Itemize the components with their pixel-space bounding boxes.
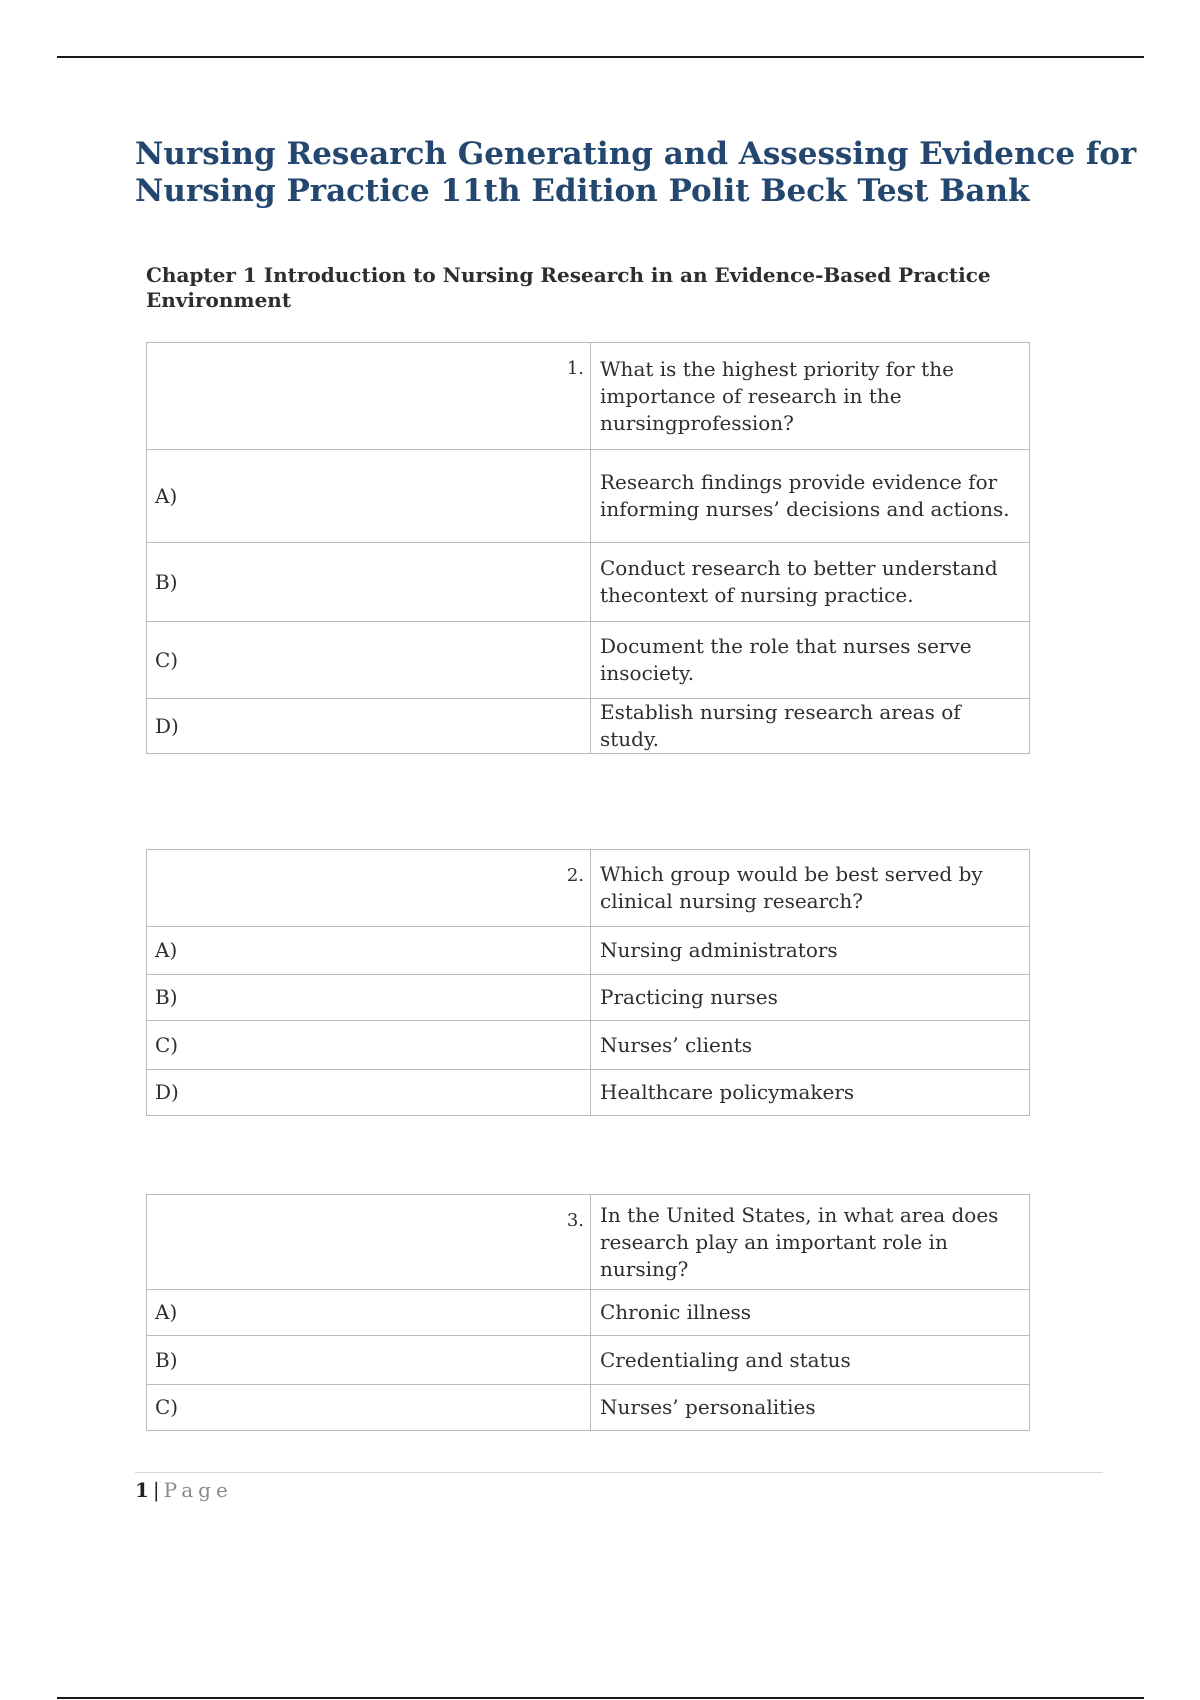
- option-label: B): [147, 1336, 591, 1385]
- bottom-rule: [57, 1697, 1144, 1699]
- question-number: 2.: [147, 850, 591, 927]
- option-label: D): [147, 699, 591, 754]
- option-label: A): [147, 927, 591, 975]
- question-row: [147, 1195, 1030, 1290]
- question-number: 3.: [147, 1195, 591, 1290]
- option-text: Chronic illness: [591, 1290, 1030, 1336]
- option-text: Nursing administrators: [591, 927, 1030, 975]
- question-text: Which group would be best served by clinical nursing research?: [591, 850, 1030, 927]
- page-label: Page: [163, 1478, 233, 1502]
- option-row: [147, 975, 1030, 1021]
- option-row: [147, 450, 1030, 543]
- question-row: [147, 850, 1030, 927]
- option-label: B): [147, 975, 591, 1021]
- option-text: Research findings provide evidence for informing nurses’ decisions and actions.: [591, 450, 1030, 543]
- option-row: [147, 1290, 1030, 1336]
- question-table-2: [146, 849, 1030, 1116]
- option-text: Nurses’ personalities: [591, 1385, 1030, 1431]
- option-text: Establish nursing research areas of study.: [591, 699, 1030, 754]
- option-text: Conduct research to better understand thecontext of nursing practice.: [591, 543, 1030, 622]
- option-row: [147, 699, 1030, 754]
- question-table-1: [146, 342, 1030, 754]
- option-label: D): [147, 1070, 591, 1116]
- question-text: In the United States, in what area does research play an important role in nursing?: [591, 1195, 1030, 1290]
- option-label: C): [147, 1385, 591, 1431]
- option-text: Healthcare policymakers: [591, 1070, 1030, 1116]
- option-row: [147, 622, 1030, 699]
- option-row: [147, 1070, 1030, 1116]
- page-footer: [135, 1478, 233, 1502]
- option-text: Practicing nurses: [591, 975, 1030, 1021]
- document-title: [135, 136, 1137, 210]
- option-text: Credentialing and status: [591, 1336, 1030, 1385]
- option-label: A): [147, 450, 591, 543]
- chapter-heading: Chapter 1 Introduction to Nursing Research in an Evidence-Based Practice Environment: [146, 263, 991, 312]
- option-row: [147, 927, 1030, 975]
- option-row: [147, 1021, 1030, 1070]
- question-table-3: [146, 1194, 1030, 1431]
- option-label: B): [147, 543, 591, 622]
- option-row: [147, 543, 1030, 622]
- title-line-2: Nursing Practice 11th Edition Polit Beck Test Bank: [135, 173, 1030, 209]
- title-line-1: Nursing Research Generating and Assessing Evidence for: [135, 136, 1137, 172]
- page-number: 1: [135, 1478, 149, 1502]
- question-row: [147, 343, 1030, 450]
- top-rule: [57, 56, 1144, 58]
- question-number: 1.: [147, 343, 591, 450]
- option-label: C): [147, 1021, 591, 1070]
- footer-rule: [135, 1472, 1103, 1473]
- option-label: C): [147, 622, 591, 699]
- footer-separator: |: [152, 1478, 160, 1502]
- option-text: Nurses’ clients: [591, 1021, 1030, 1070]
- question-text: What is the highest priority for the importance of research in the nursingprofession?: [591, 343, 1030, 450]
- option-label: A): [147, 1290, 591, 1336]
- option-text: Document the role that nurses serve insociety.: [591, 622, 1030, 699]
- option-row: [147, 1385, 1030, 1431]
- option-row: [147, 1336, 1030, 1385]
